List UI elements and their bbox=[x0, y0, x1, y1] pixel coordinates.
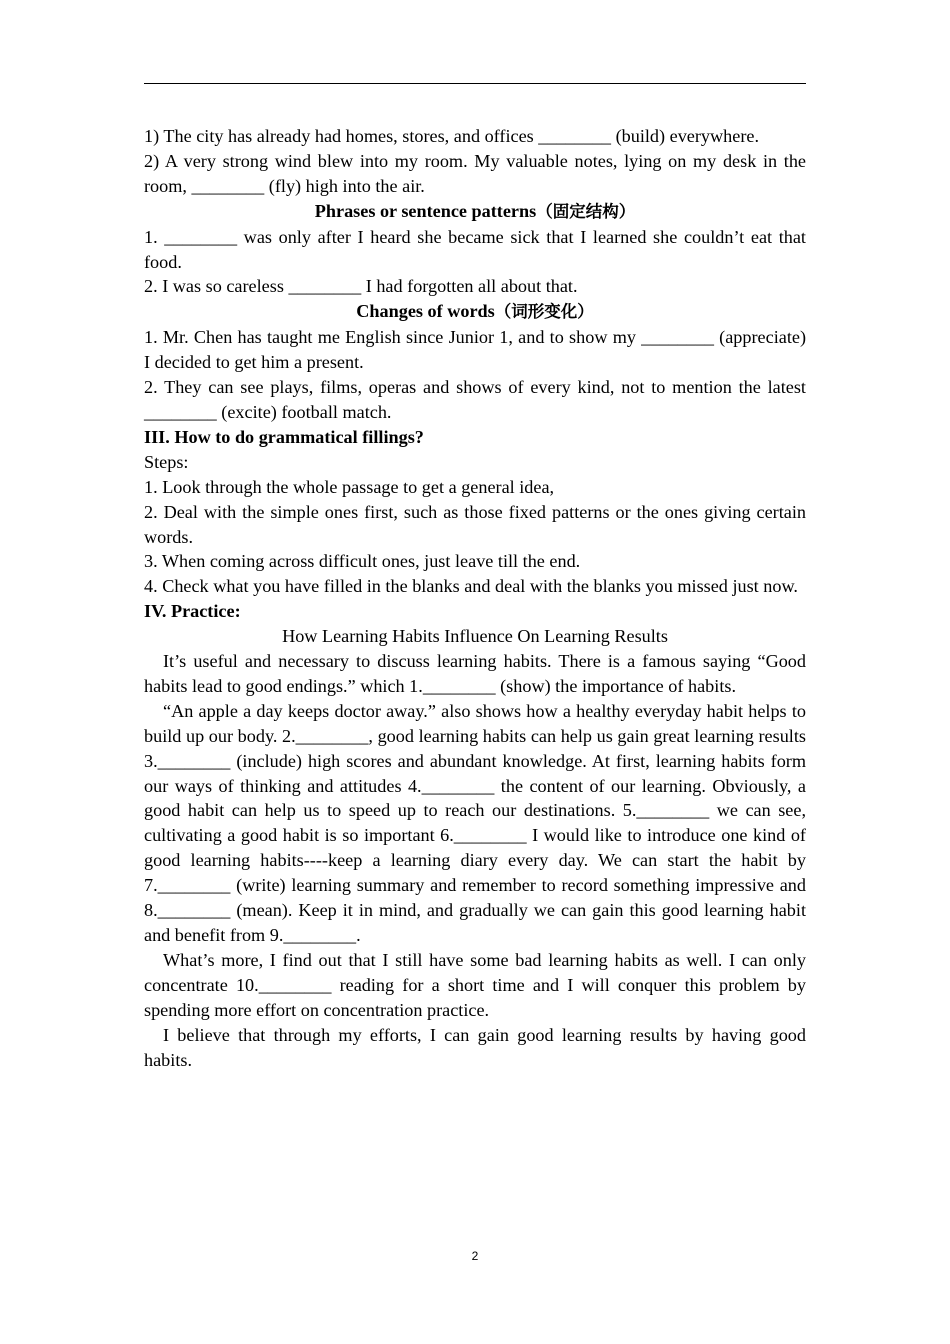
step-item: 3. When coming across difficult ones, just leave till the end. bbox=[144, 551, 581, 572]
step-item: 1. Look through the whole passage to get a general idea, bbox=[144, 476, 555, 497]
phrase-item-1: 1. ________ was only after I heard she became sick that I learned she couldn’t eat that food. bbox=[144, 226, 806, 272]
phrase-item-2: 2. I was so careless ________ I had forgotten all about that. bbox=[144, 276, 578, 297]
section-3-heading: III. How to do grammatical fillings? bbox=[144, 426, 424, 447]
section-4-heading: IV. Practice: bbox=[144, 601, 241, 622]
passage-paragraph: What’s more, I find out that I still have some bad learning habits as well. I can only concentrate 10.________ reading for a short time and I will conquer this problem by spending more effort on concentration practice. bbox=[144, 949, 806, 1020]
verb-form-item-2: 2) A very strong wind blew into my room. My valuable notes, lying on my desk in the room, ________ (fly) high into the air. bbox=[144, 150, 806, 196]
page-number: 2 bbox=[471, 1249, 479, 1263]
change-item-2: 2. They can see plays, films, operas and shows of every kind, not to mention the latest ________ (excite) football match. bbox=[144, 377, 806, 422]
passage-title: How Learning Habits Influence On Learning Results bbox=[282, 626, 668, 647]
changes-heading-zh: （词形变化） bbox=[494, 302, 594, 322]
passage-paragraph: I believe that through my efforts, I can gain good learning results by having good habits. bbox=[144, 1024, 806, 1070]
verb-form-item-1: 1) The city has already had homes, stores, and offices ________ (build) everywhere. bbox=[144, 126, 759, 146]
changes-heading-en: Changes of words bbox=[356, 301, 495, 322]
passage-paragraph: It’s useful and necessary to discuss learning habits. There is a famous saying “Good habits lead to good endings.” which 1.________ (show) the importance of habits. bbox=[144, 651, 806, 696]
header-rule bbox=[144, 83, 806, 84]
phrases-heading-zh: （固定结构） bbox=[536, 201, 636, 221]
step-item: 2. Deal with the simple ones first, such as those fixed patterns or the ones giving certain words. bbox=[144, 501, 806, 547]
page-content bbox=[144, 124, 806, 1072]
passage-paragraph: “An apple a day keeps doctor away.” also shows how a healthy everyday habit helps to build up our body. 2.________, good learning habits can help us gain great learning results 3.________ (include) high scores and abundant knowledge. At first, learning habits form our ways of thinking and attitudes 4.________ the content of our learning. Obviously, a good habit can help us to speed up to reach our destinations. 5.________ we can see, cultivating a good habit is so important 6.________ I would like to introduce one kind of good learning habits----keep a learning diary every day. We can start the habit by 7.________ (write) learning summary and remember to record something impressive and 8.________ (mean). Keep it in mind, and gradually we can gain this good learning habit and benefit from 9.________. bbox=[144, 700, 806, 945]
phrases-heading bbox=[144, 199, 806, 225]
phrases-heading-en: Phrases or sentence patterns bbox=[314, 200, 537, 221]
step-item: 4. Check what you have filled in the blanks and deal with the blanks you missed just now. bbox=[144, 576, 798, 597]
changes-heading bbox=[144, 299, 806, 325]
steps-label: Steps: bbox=[144, 451, 189, 472]
change-item-1: 1. Mr. Chen has taught me English since Junior 1, and to show my ________ (appreciate) I decided to get him a present. bbox=[144, 327, 806, 373]
